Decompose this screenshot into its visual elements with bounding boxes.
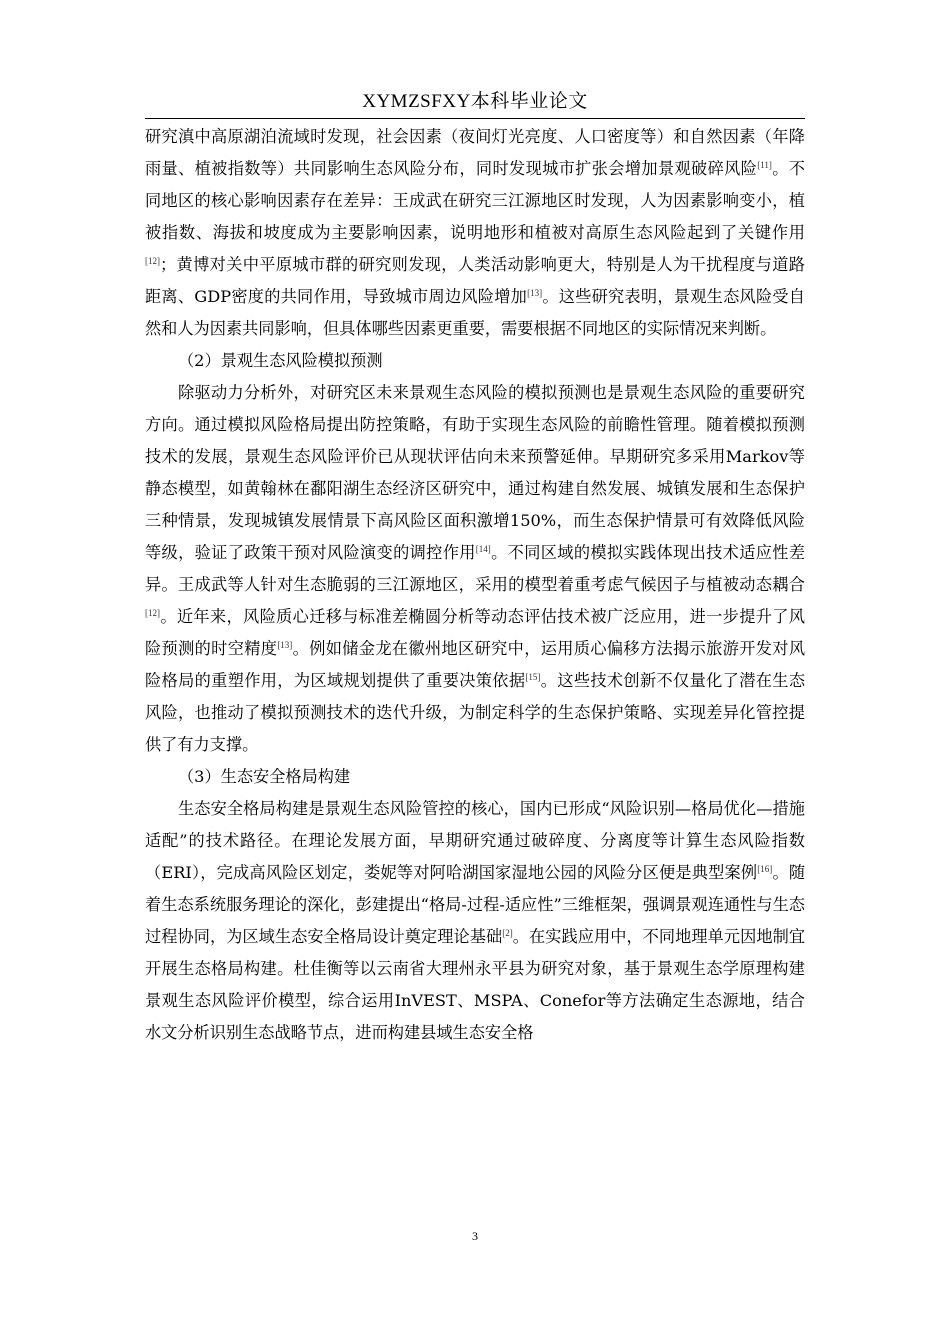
page-number: 3: [472, 1229, 478, 1243]
text-run: 。这些研究表明，景观生态风险受自然和人为因素共同影响，但具体哪些因素更重要，需要根据不同地区的实际情况来判断。: [145, 287, 805, 338]
header-title: XYMZSFXY本科毕业论文: [362, 91, 588, 112]
paragraph-2: [145, 377, 805, 761]
citation: [2]: [502, 928, 513, 938]
paragraph-1: [145, 121, 805, 345]
text-run: 。例如储金龙在徽州地区研究中，运用质心偏移方法揭示旅游开发对风险格局的重塑作用，为区域规划提供了重要决策依据: [145, 639, 806, 690]
section-heading-2: （2）景观生态风险模拟预测: [178, 351, 383, 370]
text-run: 。在实践应用中，不同地理单元因地制宜开展生态格局构建。杜佳衡等以云南省大理州永平县为研究对象，基于景观生态学原理构建景观生态风险评价模型，综合运用InVEST、MSPA、Conefor等方法确定生态源地，结合水文分析识别生态战略节点，进而构建县域生态安全格: [145, 927, 806, 1042]
text-run: ；黄博对关中平原城市群的研究则发现，人类活动影响更大，特别是人为干扰程度与道路距离、GDP密度的共同作用，导致城市周边风险增加: [145, 255, 805, 306]
citation: [14]: [475, 544, 491, 554]
header-rule: [145, 118, 805, 119]
citation: [15]: [525, 672, 541, 682]
text-run: 。这些技术创新不仅量化了潜在生态风险，也推动了模拟预测技术的迭代升级，为制定科学的生态保护策略、实现差异化管控提供了有力支撑。: [145, 671, 806, 754]
citation: [13]: [277, 640, 293, 650]
text-run: 生态安全格局构建是景观生态风险管控的核心，国内已形成“风险识别—格局优化—措施适配”的技术路径。在理论发展方面，早期研究通过破碎度、分离度等计算生态风险指数（ERI），完成高风险区划定，娄妮等对阿哈湖国家湿地公园的风险分区便是典型案例: [145, 799, 805, 882]
text-run: 。随着生态系统服务理论的深化，彭建提出“格局-过程-适应性”三维框架，强调景观连通性与生态过程协同，为区域生态安全格局设计奠定理论基础: [145, 863, 806, 946]
citation: [13]: [527, 288, 543, 298]
text-run: 。不同地区的核心影响因素存在差异：王成武在研究三江源地区时发现，人为因素影响变小，植被指数、海拔和坡度成为主要影响因素，说明地形和植被对高原生态风险起到了关键作用: [145, 159, 805, 242]
text-run: 。不同区域的模拟实践体现出技术适应性差异。王成武等人针对生态脆弱的三江源地区，采用的模型着重考虑气候因子与植被动态耦合: [145, 543, 806, 594]
body-text: [145, 121, 805, 1049]
citation: [12]: [145, 256, 160, 266]
citation: [11]: [757, 160, 772, 170]
text-run: 研究滇中高原湖泊流域时发现，社会因素（夜间灯光亮度、人口密度等）和自然因素（年降雨量、植被指数等）共同影响生态风险分布，同时发现城市扩张会增加景观破碎风险: [145, 127, 805, 178]
running-header: [145, 88, 805, 116]
paragraph-3: [145, 793, 805, 1049]
section-heading-3: （3）生态安全格局构建: [178, 767, 351, 786]
text-run: 。近年来，风险质心迁移与标准差椭圆分析等动态评估技术被广泛应用，进一步提升了风险预测的时空精度: [145, 607, 805, 658]
text-run: 除驱动力分析外，对研究区未来景观生态风险的模拟预测也是景观生态风险的重要研究方向。通过模拟风险格局提出防控策略，有助于实现生态风险的前瞻性管理。随着模拟预测技术的发展，景观生态风险评价已从现状评估向未来预警延伸。早期研究多采用Markov等静态模型，如黄翰林在鄱阳湖生态经济区研究中，通过构建自然发展、城镇发展和生态保护三种情景，发现城镇发展情景下高风险区面积激增150%，而生态保护情景可有效降低风险等级，验证了政策干预对风险演变的调控作用: [145, 383, 805, 562]
citation: [12]: [145, 608, 160, 618]
citation: [16]: [757, 864, 773, 874]
